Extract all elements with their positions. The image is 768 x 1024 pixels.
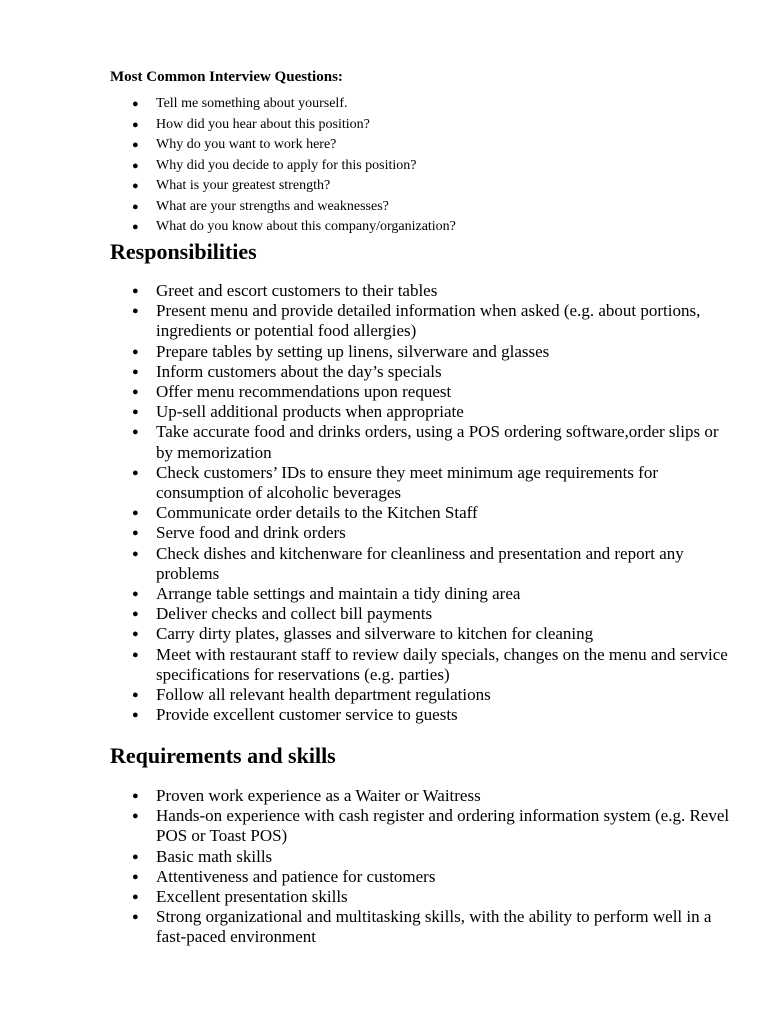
list-item: ● Serve food and drink orders xyxy=(132,523,346,543)
list-item: ● Why did you decide to apply for this position? xyxy=(110,156,730,177)
bullet-icon: ● xyxy=(132,345,139,358)
bullet-icon: ● xyxy=(132,527,139,540)
bullet-icon: ● xyxy=(132,386,139,399)
bullet-icon: ● xyxy=(132,870,139,883)
list-item: ● Excellent presentation skills xyxy=(132,887,348,907)
list-item: ● Deliver checks and collect bill payments xyxy=(132,604,433,624)
bullet-icon: ● xyxy=(132,790,139,802)
bullet-icon: ● xyxy=(132,588,139,601)
list-item: ● Prepare tables by setting up linens, silverware and glasses xyxy=(132,341,550,361)
bullet-icon: ● xyxy=(132,850,139,863)
bullet-icon: ● xyxy=(132,98,139,110)
bullet-icon: ● xyxy=(132,648,139,661)
bullet-icon: ● xyxy=(132,426,139,439)
list-item: ● Up-sell additional products when appropriate xyxy=(132,402,464,422)
bullet-icon: ● xyxy=(132,200,139,213)
list-item: ● Offer menu recommendations upon request xyxy=(132,382,452,402)
list-item: ● Basic math skills xyxy=(132,846,273,866)
list-item: ● Hands-on experience with cash register and ordering information system (e.g. Revel POS or Toast POS) xyxy=(132,806,730,846)
list-item: ● Proven work experience as a Waiter or Waitress xyxy=(132,786,481,805)
list-item: ● Inform customers about the day’s specials xyxy=(132,361,442,381)
bullet-icon: ● xyxy=(132,285,139,297)
list-item: ● Why do you want to work here? xyxy=(110,135,730,156)
list-item: ● How did you hear about this position? xyxy=(110,115,730,136)
interview-questions-list xyxy=(110,94,730,238)
list-item: ● Tell me something about yourself. xyxy=(110,94,730,115)
list-item: ● Take accurate food and drinks orders, using a POS ordering software,order slips or by memorization xyxy=(132,422,719,462)
bullet-icon: ● xyxy=(132,221,139,233)
responsibilities-list xyxy=(110,281,730,725)
bullet-icon: ● xyxy=(132,507,139,520)
list-item: ● Attentiveness and patience for customers xyxy=(132,866,436,886)
bullet-icon: ● xyxy=(132,180,139,192)
list-item: ● Strong organizational and multitasking skills, with the ability to perform well in a fast-paced environment xyxy=(132,907,712,947)
list-item: ● Arrange table settings and maintain a tidy dining area xyxy=(132,584,521,604)
list-item: ● Meet with restaurant staff to review daily specials, changes on the menu and service specifications for reservations (e.g. parties) xyxy=(132,644,728,684)
bullet-icon: ● xyxy=(132,118,139,131)
list-item: ● What do you know about this company/organization? xyxy=(110,217,730,238)
bullet-icon: ● xyxy=(132,466,139,479)
list-item: ● Carry dirty plates, glasses and silverware to kitchen for cleaning xyxy=(132,624,594,644)
list-item: ● Communicate order details to the Kitchen Staff xyxy=(132,503,478,523)
responsibilities-heading: Responsibilities xyxy=(110,239,257,264)
list-item: ● Follow all relevant health department regulations xyxy=(132,685,491,705)
list-item: ● Present menu and provide detailed information when asked (e.g. about portions, ingredients or potential food allergies) xyxy=(132,301,701,341)
bullet-icon: ● xyxy=(132,139,139,151)
list-item: ● Check customers’ IDs to ensure they meet minimum age requirements for consumption of alcoholic beverages xyxy=(132,462,658,503)
list-item: ● Check dishes and kitchenware for cleanliness and presentation and report any problems xyxy=(132,543,684,583)
list-item: ● Greet and escort customers to their tables xyxy=(132,281,438,300)
bullet-icon: ● xyxy=(132,810,139,823)
bullet-icon: ● xyxy=(132,547,139,560)
bullet-icon: ● xyxy=(132,689,139,702)
list-item: ● What is your greatest strength? xyxy=(110,176,730,197)
requirements-list xyxy=(110,786,730,948)
bullet-icon: ● xyxy=(132,365,139,378)
bullet-icon: ● xyxy=(132,159,139,172)
bullet-icon: ● xyxy=(132,709,139,722)
list-item: ● What are your strengths and weaknesses? xyxy=(110,197,730,218)
interview-questions-title: Most Common Interview Questions: xyxy=(110,69,343,85)
list-item: ● Provide excellent customer service to guests xyxy=(132,705,458,725)
bullet-icon: ● xyxy=(132,305,139,318)
bullet-icon: ● xyxy=(132,891,139,904)
bullet-icon: ● xyxy=(132,628,139,641)
bullet-icon: ● xyxy=(132,911,139,924)
bullet-icon: ● xyxy=(132,608,139,621)
requirements-heading: Requirements and skills xyxy=(110,743,336,768)
bullet-icon: ● xyxy=(132,406,139,419)
